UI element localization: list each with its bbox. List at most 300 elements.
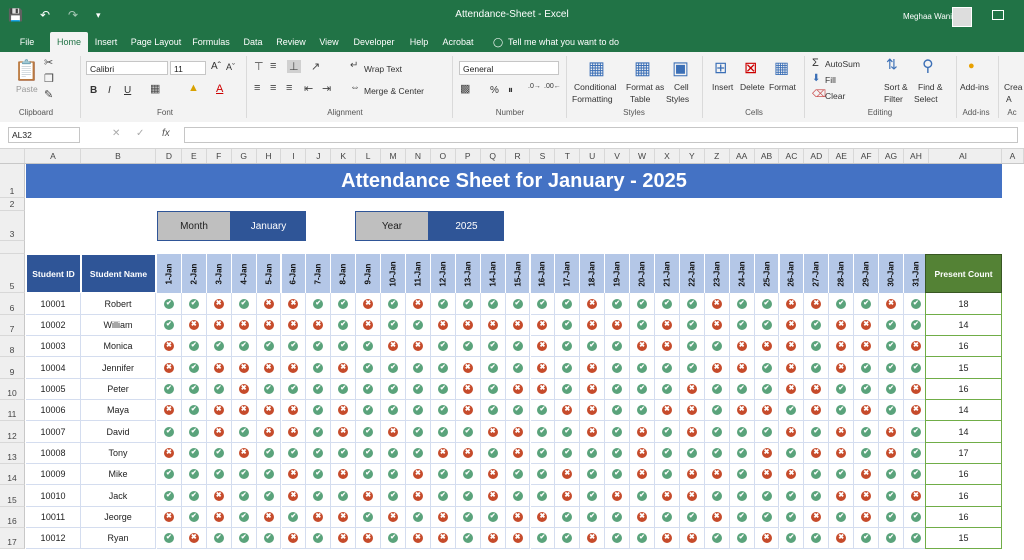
cell-attendance[interactable] [780, 357, 805, 379]
row-header-3[interactable]: 3 [0, 211, 25, 241]
cell-attendance[interactable] [755, 464, 780, 485]
column-header-ah[interactable]: AH [904, 149, 929, 163]
cell-attendance[interactable] [306, 315, 331, 336]
format-cells-icon[interactable]: ▦ [774, 60, 790, 77]
cell-attendance[interactable] [381, 421, 406, 443]
header-day[interactable] [555, 254, 580, 293]
header-day[interactable] [854, 254, 879, 293]
cell-attendance[interactable] [406, 293, 431, 315]
cell-attendance[interactable] [680, 315, 705, 336]
clear-icon[interactable]: ⌫ [812, 89, 827, 100]
cell-attendance[interactable] [531, 357, 556, 379]
cell-attendance[interactable] [829, 315, 854, 336]
column-header-b[interactable]: B [81, 149, 156, 163]
cell-attendance[interactable] [630, 336, 655, 357]
cell-attendance[interactable] [356, 315, 381, 336]
cell-attendance[interactable] [257, 507, 282, 528]
cell-attendance[interactable] [257, 293, 282, 315]
cell-attendance[interactable] [804, 485, 829, 507]
cell-styles-label-2[interactable]: Styles [666, 94, 690, 104]
cell-attendance[interactable] [580, 443, 605, 464]
cell-attendance[interactable] [306, 379, 331, 400]
cell-attendance[interactable] [182, 507, 207, 528]
cell-attendance[interactable] [755, 400, 780, 421]
cell-attendance[interactable] [580, 400, 605, 421]
format-as-table-label-2[interactable]: Table [630, 94, 651, 104]
column-header-ad[interactable]: AD [804, 149, 829, 163]
cell-attendance[interactable] [879, 421, 904, 443]
cell-attendance[interactable] [730, 315, 755, 336]
fill-icon[interactable]: ⬇ [812, 73, 821, 84]
cell-attendance[interactable] [506, 421, 531, 443]
cell-attendance[interactable] [630, 293, 655, 315]
row-header-16[interactable]: 16 [0, 507, 25, 528]
cell-attendance[interactable] [730, 485, 755, 507]
header-day[interactable] [481, 254, 506, 293]
cell-attendance[interactable] [456, 528, 481, 549]
fill-color-icon[interactable]: ▲ [188, 82, 199, 94]
row-header-9[interactable]: 9 [0, 357, 25, 379]
column-header-d[interactable]: D [157, 149, 182, 163]
cell-attendance[interactable] [182, 379, 207, 400]
cell-attendance[interactable] [780, 336, 805, 357]
header-day[interactable] [406, 254, 431, 293]
cell-attendance[interactable] [730, 336, 755, 357]
column-header-p[interactable]: P [456, 149, 481, 163]
column-header-a[interactable]: A [26, 149, 81, 163]
cell-attendance[interactable] [680, 293, 705, 315]
cell-attendance[interactable] [456, 400, 481, 421]
row-header-14[interactable]: 14 [0, 464, 25, 485]
cell-attendance[interactable] [381, 336, 406, 357]
insert-cells-icon[interactable]: ⊞ [714, 60, 728, 77]
cell-attendance[interactable] [879, 443, 904, 464]
increase-decimal-icon[interactable]: .0→ [528, 83, 541, 90]
cell-attendance[interactable] [306, 357, 331, 379]
bold-icon[interactable]: B [90, 85, 98, 96]
column-header-q[interactable]: Q [481, 149, 506, 163]
cell-attendance[interactable] [182, 315, 207, 336]
cell-attendance[interactable] [232, 379, 257, 400]
cell-attendance[interactable] [555, 357, 580, 379]
cell-attendance[interactable] [755, 507, 780, 528]
create-pdf-label[interactable]: Crea [1004, 82, 1023, 92]
cell-attendance[interactable] [705, 421, 730, 443]
cell-attendance[interactable] [282, 379, 307, 400]
cell-attendance[interactable] [705, 357, 730, 379]
cell-attendance[interactable] [406, 379, 431, 400]
cell-attendance[interactable] [531, 464, 556, 485]
row-header-12[interactable]: 12 [0, 421, 25, 443]
cell-student-name[interactable]: Ryan [81, 528, 156, 549]
cell-attendance[interactable] [580, 485, 605, 507]
cancel-icon[interactable]: ✕ [112, 128, 121, 139]
column-header-s[interactable]: S [531, 149, 556, 163]
align-bottom-icon[interactable]: ⊥ [289, 61, 299, 73]
header-day[interactable] [780, 254, 805, 293]
header-day[interactable] [531, 254, 556, 293]
cell-attendance[interactable] [381, 464, 406, 485]
cell-attendance[interactable] [157, 443, 182, 464]
header-day[interactable] [804, 254, 829, 293]
cell-attendance[interactable] [680, 528, 705, 549]
cell-attendance[interactable] [755, 528, 780, 549]
percent-icon[interactable]: % [490, 85, 499, 96]
cell-attendance[interactable] [531, 336, 556, 357]
cell-attendance[interactable] [605, 507, 630, 528]
cell-attendance[interactable] [555, 293, 580, 315]
column-header-u[interactable]: U [580, 149, 605, 163]
tab-review[interactable]: Review [276, 37, 306, 47]
cell-attendance[interactable] [207, 315, 232, 336]
month-value[interactable]: January [231, 211, 306, 241]
cell-attendance[interactable] [331, 293, 356, 315]
underline-icon[interactable]: U [124, 85, 132, 96]
align-left-icon[interactable]: ≡ [254, 82, 261, 94]
column-header-ag[interactable]: AG [879, 149, 904, 163]
cell-attendance[interactable] [705, 293, 730, 315]
year-value[interactable]: 2025 [429, 211, 504, 241]
cell-attendance[interactable] [381, 315, 406, 336]
cell-attendance[interactable] [655, 379, 680, 400]
cell-attendance[interactable] [282, 528, 307, 549]
cell-attendance[interactable] [804, 293, 829, 315]
borders-icon[interactable]: ▦ [150, 83, 161, 95]
cell-student-id[interactable]: 10012 [26, 528, 81, 549]
cell-attendance[interactable] [481, 507, 506, 528]
cell-attendance[interactable] [780, 379, 805, 400]
cell-attendance[interactable] [829, 421, 854, 443]
column-header-r[interactable]: R [506, 149, 531, 163]
cell-attendance[interactable] [730, 421, 755, 443]
cell-attendance[interactable] [705, 464, 730, 485]
cell-attendance[interactable] [730, 357, 755, 379]
cell-styles-icon[interactable]: ▣ [672, 58, 690, 78]
cell-attendance[interactable] [232, 443, 257, 464]
cell-student-id[interactable]: 10006 [26, 400, 81, 421]
header-day[interactable] [506, 254, 531, 293]
cell-attendance[interactable] [356, 400, 381, 421]
cell-attendance[interactable] [780, 293, 805, 315]
cell-attendance[interactable] [680, 336, 705, 357]
cell-present-count[interactable]: 18 [925, 293, 1002, 315]
column-header-a[interactable]: A [1002, 149, 1024, 163]
sort-filter-icon[interactable]: ⇅ [886, 56, 898, 72]
cell-attendance[interactable] [331, 315, 356, 336]
cell-present-count[interactable]: 16 [925, 336, 1002, 357]
cell-attendance[interactable] [829, 528, 854, 549]
cell-attendance[interactable] [705, 315, 730, 336]
cell-attendance[interactable] [257, 315, 282, 336]
cell-attendance[interactable] [829, 293, 854, 315]
month-label[interactable]: Month [157, 211, 231, 241]
cell-attendance[interactable] [531, 315, 556, 336]
merge-center-icon[interactable]: ⇔ [350, 82, 360, 93]
cell-attendance[interactable] [431, 357, 456, 379]
cell-attendance[interactable] [730, 379, 755, 400]
cell-student-id[interactable]: 10003 [26, 336, 81, 357]
column-header-ab[interactable]: AB [755, 149, 780, 163]
cell-attendance[interactable] [381, 528, 406, 549]
row-header-8[interactable]: 8 [0, 336, 25, 357]
cell-attendance[interactable] [705, 400, 730, 421]
redo-icon[interactable]: ↷ [68, 8, 79, 22]
cell-attendance[interactable] [257, 485, 282, 507]
cell-present-count[interactable]: 14 [925, 421, 1002, 443]
row-header-17[interactable]: 17 [0, 528, 25, 549]
cell-attendance[interactable] [879, 464, 904, 485]
cell-attendance[interactable] [282, 315, 307, 336]
sort-filter-label[interactable]: Sort & [884, 82, 908, 92]
cell-attendance[interactable] [531, 443, 556, 464]
cell-present-count[interactable]: 16 [925, 507, 1002, 528]
find-select-icon[interactable]: ⚲ [922, 58, 934, 75]
header-day[interactable] [705, 254, 730, 293]
cell-attendance[interactable] [630, 507, 655, 528]
cell-attendance[interactable] [406, 421, 431, 443]
cell-attendance[interactable] [282, 336, 307, 357]
cell-student-name[interactable]: Jack [81, 485, 156, 507]
cell-attendance[interactable] [207, 421, 232, 443]
font-color-icon[interactable]: A [216, 83, 224, 95]
decrease-decimal-icon[interactable]: .00← [544, 83, 561, 90]
cell-attendance[interactable] [804, 379, 829, 400]
cell-attendance[interactable] [555, 507, 580, 528]
cell-attendance[interactable] [655, 315, 680, 336]
header-day[interactable] [331, 254, 356, 293]
cell-attendance[interactable] [630, 485, 655, 507]
cell-attendance[interactable] [182, 400, 207, 421]
cell-attendance[interactable] [481, 379, 506, 400]
cell-attendance[interactable] [829, 336, 854, 357]
tab-data[interactable]: Data [243, 37, 263, 47]
cell-attendance[interactable] [431, 485, 456, 507]
cell-attendance[interactable] [755, 485, 780, 507]
cell-attendance[interactable] [232, 357, 257, 379]
autosum-button[interactable]: AutoSum [825, 59, 860, 69]
cell-attendance[interactable] [580, 293, 605, 315]
cell-attendance[interactable] [331, 507, 356, 528]
cell-attendance[interactable] [780, 464, 805, 485]
cell-attendance[interactable] [381, 400, 406, 421]
cell-attendance[interactable] [182, 293, 207, 315]
cell-attendance[interactable] [182, 336, 207, 357]
cell-attendance[interactable] [282, 507, 307, 528]
cell-student-name[interactable]: Jennifer [81, 357, 156, 379]
cell-attendance[interactable] [257, 357, 282, 379]
cell-attendance[interactable] [804, 528, 829, 549]
create-pdf-label-2[interactable]: A [1006, 94, 1012, 104]
cell-attendance[interactable] [257, 400, 282, 421]
cell-styles-label[interactable]: Cell [674, 82, 689, 92]
cell-attendance[interactable] [605, 336, 630, 357]
cell-attendance[interactable] [331, 400, 356, 421]
header-day[interactable] [431, 254, 456, 293]
font-size-box[interactable]: 11 [170, 61, 206, 75]
cell-attendance[interactable] [655, 464, 680, 485]
cell-attendance[interactable] [580, 421, 605, 443]
user-name[interactable]: Meghaa Wani [902, 12, 952, 21]
cell-attendance[interactable] [481, 336, 506, 357]
cell-attendance[interactable] [406, 357, 431, 379]
cell-attendance[interactable] [755, 379, 780, 400]
cell-student-name[interactable]: Peter [81, 379, 156, 400]
cell-attendance[interactable] [605, 400, 630, 421]
row-header-6[interactable]: 6 [0, 293, 25, 315]
cell-attendance[interactable] [555, 315, 580, 336]
cell-present-count[interactable]: 16 [925, 464, 1002, 485]
column-header-m[interactable]: M [381, 149, 406, 163]
italic-icon[interactable]: I [108, 85, 111, 96]
header-day[interactable] [456, 254, 481, 293]
find-select-label[interactable]: Find & [918, 82, 943, 92]
cell-attendance[interactable] [331, 485, 356, 507]
cell-attendance[interactable] [854, 464, 879, 485]
cell-attendance[interactable] [456, 336, 481, 357]
cell-attendance[interactable] [829, 507, 854, 528]
column-header-ae[interactable]: AE [829, 149, 854, 163]
cell-attendance[interactable] [630, 464, 655, 485]
cell-attendance[interactable] [506, 357, 531, 379]
undo-icon[interactable]: ↶ [40, 8, 51, 22]
format-painter-icon[interactable]: ✎ [44, 89, 54, 101]
cell-attendance[interactable] [406, 443, 431, 464]
cell-student-name[interactable]: Jeorge [81, 507, 156, 528]
cell-attendance[interactable] [406, 507, 431, 528]
cell-attendance[interactable] [331, 443, 356, 464]
cell-present-count[interactable]: 15 [925, 357, 1002, 379]
header-day[interactable] [680, 254, 705, 293]
cell-attendance[interactable] [879, 507, 904, 528]
cell-attendance[interactable] [804, 400, 829, 421]
cell-attendance[interactable] [456, 379, 481, 400]
cell-attendance[interactable] [506, 315, 531, 336]
clear-button[interactable]: Clear [825, 91, 846, 101]
cell-attendance[interactable] [680, 379, 705, 400]
cell-attendance[interactable] [406, 336, 431, 357]
cell-attendance[interactable] [506, 336, 531, 357]
cell-attendance[interactable] [456, 315, 481, 336]
cell-attendance[interactable] [555, 443, 580, 464]
cell-student-id[interactable]: 10009 [26, 464, 81, 485]
cell-attendance[interactable] [306, 293, 331, 315]
cell-attendance[interactable] [232, 336, 257, 357]
cut-icon[interactable]: ✂ [44, 57, 54, 69]
cell-attendance[interactable] [282, 400, 307, 421]
cell-attendance[interactable] [232, 315, 257, 336]
cell-attendance[interactable] [804, 315, 829, 336]
cell-attendance[interactable] [282, 357, 307, 379]
sheet-title[interactable]: Attendance Sheet for January - 2025 [26, 164, 1002, 198]
cell-attendance[interactable] [780, 485, 805, 507]
cell-attendance[interactable] [854, 379, 879, 400]
column-header-f[interactable]: F [207, 149, 232, 163]
header-day[interactable] [655, 254, 680, 293]
cell-attendance[interactable] [282, 421, 307, 443]
cell-student-name[interactable]: Mike [81, 464, 156, 485]
find-select-label-2[interactable]: Select [914, 94, 938, 104]
cell-attendance[interactable] [481, 528, 506, 549]
cell-attendance[interactable] [655, 293, 680, 315]
cell-attendance[interactable] [207, 357, 232, 379]
header-day[interactable] [381, 254, 406, 293]
cell-attendance[interactable] [282, 293, 307, 315]
cell-attendance[interactable] [879, 400, 904, 421]
cell-attendance[interactable] [705, 528, 730, 549]
cell-attendance[interactable] [506, 443, 531, 464]
header-student-name[interactable]: Student Name [81, 254, 156, 293]
cell-attendance[interactable] [456, 293, 481, 315]
cell-attendance[interactable] [829, 357, 854, 379]
cell-attendance[interactable] [506, 379, 531, 400]
merge-center-button[interactable]: Merge & Center [364, 86, 424, 96]
cell-attendance[interactable] [854, 336, 879, 357]
cell-attendance[interactable] [157, 485, 182, 507]
cell-attendance[interactable] [506, 507, 531, 528]
addins-icon[interactable]: ● [968, 60, 975, 72]
cell-attendance[interactable] [232, 400, 257, 421]
tab-developer[interactable]: Developer [353, 37, 395, 47]
cell-attendance[interactable] [157, 315, 182, 336]
cell-attendance[interactable] [879, 485, 904, 507]
sort-filter-label-2[interactable]: Filter [884, 94, 903, 104]
cell-present-count[interactable]: 16 [925, 379, 1002, 400]
cell-attendance[interactable] [605, 485, 630, 507]
cell-student-id[interactable]: 10007 [26, 421, 81, 443]
cell-attendance[interactable] [854, 421, 879, 443]
cell-attendance[interactable] [306, 400, 331, 421]
cell-attendance[interactable] [257, 464, 282, 485]
align-top-icon[interactable]: ⊤ [254, 61, 264, 73]
cell-attendance[interactable] [655, 507, 680, 528]
insert-cells-button[interactable]: Insert [712, 82, 734, 92]
cell-attendance[interactable] [456, 421, 481, 443]
cell-attendance[interactable] [431, 528, 456, 549]
column-header-ac[interactable]: AC [780, 149, 805, 163]
tab-formulas[interactable]: Formulas [192, 37, 230, 47]
cell-attendance[interactable] [381, 485, 406, 507]
cell-attendance[interactable] [356, 379, 381, 400]
insert-function-icon[interactable]: fx [162, 128, 170, 139]
cell-attendance[interactable] [630, 528, 655, 549]
column-header-v[interactable]: V [605, 149, 630, 163]
cell-attendance[interactable] [705, 379, 730, 400]
cell-attendance[interactable] [680, 421, 705, 443]
cell-attendance[interactable] [257, 528, 282, 549]
cell-attendance[interactable] [157, 400, 182, 421]
format-as-table-icon[interactable]: ▦ [634, 58, 652, 78]
cell-attendance[interactable] [481, 315, 506, 336]
cell-attendance[interactable] [331, 379, 356, 400]
cell-attendance[interactable] [157, 336, 182, 357]
cell-attendance[interactable] [257, 421, 282, 443]
cell-attendance[interactable] [730, 400, 755, 421]
cell-attendance[interactable] [207, 379, 232, 400]
cell-attendance[interactable] [555, 379, 580, 400]
cell-attendance[interactable] [879, 379, 904, 400]
header-day[interactable] [157, 254, 182, 293]
cell-attendance[interactable] [531, 528, 556, 549]
cell-attendance[interactable] [232, 464, 257, 485]
cell-attendance[interactable] [207, 443, 232, 464]
cell-attendance[interactable] [879, 528, 904, 549]
cell-attendance[interactable] [481, 464, 506, 485]
cell-attendance[interactable] [854, 443, 879, 464]
cell-attendance[interactable] [854, 357, 879, 379]
cell-attendance[interactable] [580, 336, 605, 357]
cell-attendance[interactable] [680, 464, 705, 485]
tell-me-search[interactable]: Tell me what you want to do [508, 37, 620, 47]
